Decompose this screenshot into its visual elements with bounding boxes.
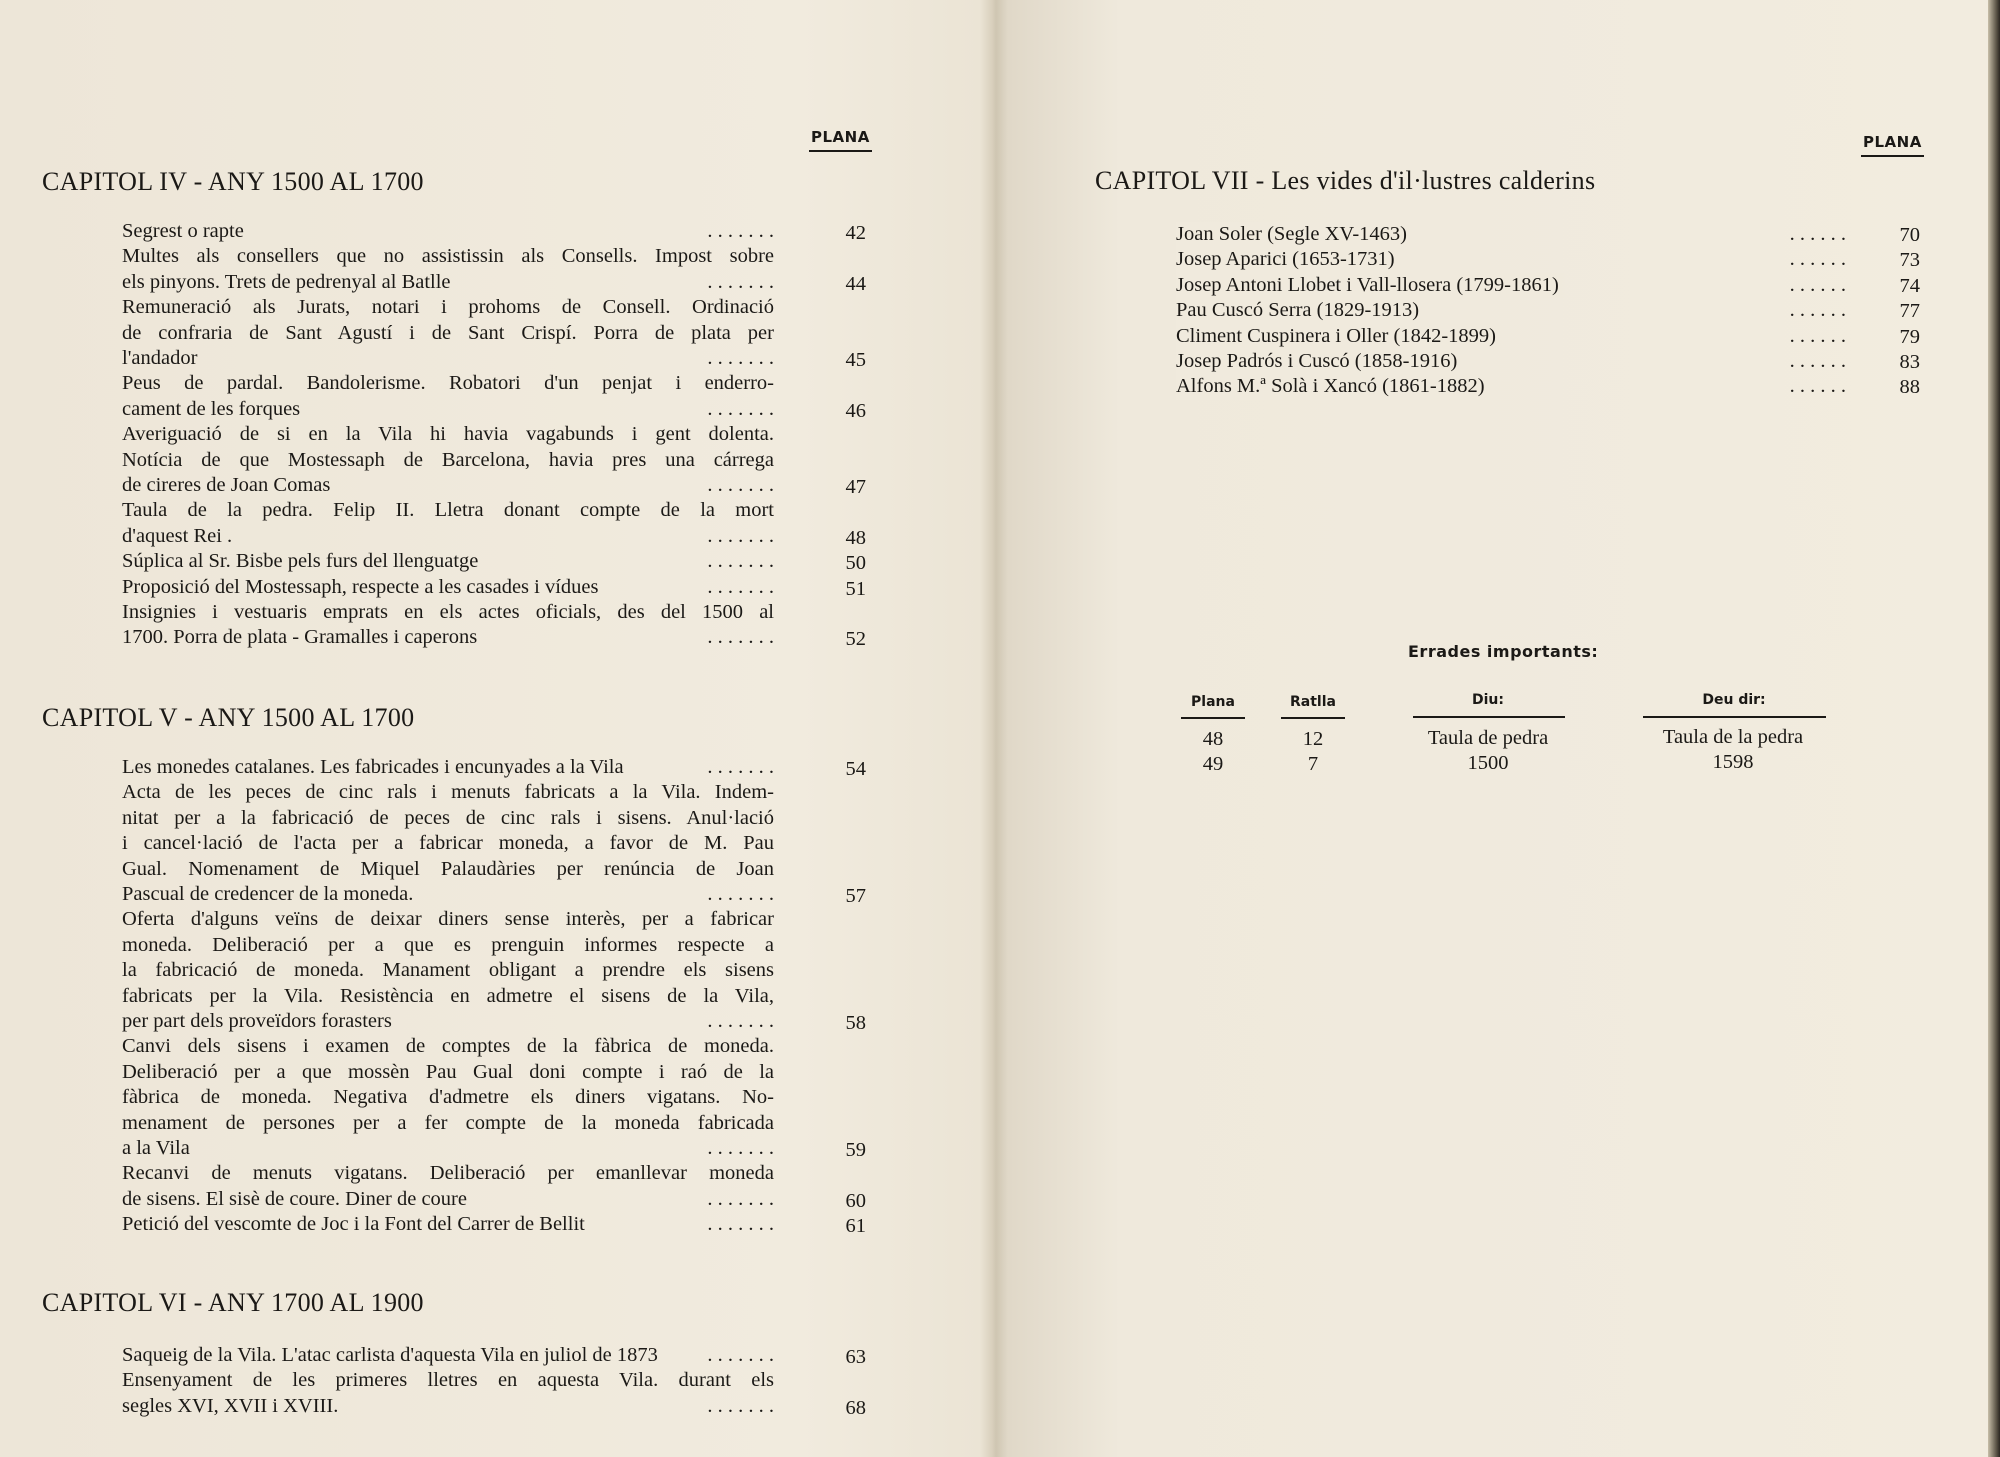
toc-entry-line: de confraria de Sant Agustí i de Sant Crispí. Porra de plata per — [122, 321, 774, 344]
toc-entry-line — [122, 625, 774, 650]
leader-dots: . . . . . . — [1789, 324, 1846, 347]
chapter-title-iv: CAPITOL IV - ANY 1500 AL 1700 — [42, 167, 424, 196]
toc-entry-line: i cancel·lació de l'acta per a fabricar moneda, a favor de M. Pau — [122, 832, 774, 855]
errata-cell: 1598 — [1712, 751, 1754, 773]
toc-entry-text: Saqueig de la Vila. L'atac carlista d'aquesta Vila en juliol de 1873 — [122, 1344, 658, 1366]
toc-entry-line: Peus de pardal. Bandolerisme. Robatori d'un penjat i enderro- — [122, 372, 774, 395]
errata-cell: 7 — [1307, 753, 1319, 775]
toc-page-number: 51 — [845, 577, 866, 600]
toc-entry — [122, 1212, 774, 1237]
leader-dots: . . . . . . — [1789, 273, 1846, 296]
toc-entry — [122, 575, 774, 600]
toc-page-number: 58 — [845, 1012, 866, 1034]
toc-entry-line — [122, 549, 774, 574]
toc-page-number: 52 — [845, 628, 866, 651]
toc-entry-line: Remuneració als Jurats, notari i prohoms de Consell. Ordinació — [122, 296, 774, 319]
leader-dots: . . . . . . . — [707, 1213, 774, 1236]
toc-entry-line — [122, 1136, 774, 1161]
plana-header-right: PLANA — [1863, 133, 1922, 151]
toc-entry-line: Ensenyament de les primeres lletres en aquesta Vila. durant els — [122, 1369, 774, 1392]
leader-dots: . . . . . . . — [707, 346, 774, 369]
toc-entry-text: Alfons M.ª Solà i Xancó (1861-1882) — [1176, 374, 1499, 399]
toc-page-number: 88 — [1899, 376, 1920, 399]
chapter-title-vi: CAPITOL VI - ANY 1700 AL 1900 — [42, 1288, 424, 1317]
leader-dots: . . . . . . . — [707, 626, 774, 649]
toc-entry — [122, 1368, 774, 1419]
toc-page-number: 54 — [845, 758, 866, 780]
toc-page-number: 44 — [845, 272, 866, 295]
toc-entry-line: Acta de les peces de cinc rals i menuts fabricats a la Vila. Indem- — [122, 781, 774, 804]
toc-entry-line — [122, 1212, 774, 1237]
toc-page-number: 45 — [845, 349, 866, 371]
toc-entry-line — [122, 346, 774, 371]
toc-entry-line — [122, 1343, 774, 1368]
toc-page-number: 46 — [845, 399, 866, 422]
toc-page-number: 61 — [845, 1215, 866, 1238]
toc-entry — [122, 422, 774, 498]
toc-entry-text: Climent Cuspinera i Oller (1842-1899) — [1176, 324, 1510, 349]
toc-page-number: 68 — [845, 1396, 866, 1419]
errata-header-plana: Plana — [1191, 694, 1235, 710]
toc-entry-line — [122, 1187, 774, 1212]
toc-page-number: 77 — [1899, 300, 1920, 323]
toc-entry-line: Gual. Nomenament de Miquel Palaudàries per renúncia de Joan — [122, 857, 774, 880]
errata-rule — [1281, 717, 1345, 719]
toc-entry — [122, 549, 774, 574]
toc-entry-text: d'aquest Rei . — [122, 524, 233, 547]
toc-entry — [122, 907, 774, 1034]
errata-cell: 1500 — [1467, 752, 1509, 774]
toc-entry-text: els pinyons. Trets de pedrenyal al Batlle — [122, 270, 451, 293]
toc-entry — [122, 371, 774, 422]
toc-entry-line: Notícia de que Mostessaph de Barcelona, havia pres una cárrega — [122, 448, 774, 471]
leader-dots: . . . . . . — [1789, 350, 1846, 372]
toc-entry — [122, 244, 774, 295]
errata-cell: 12 — [1302, 728, 1324, 750]
toc-entry-text: a la Vila — [122, 1136, 190, 1159]
toc-entry-line: Deliberació per a que mossèn Pau Gual doni compte i raó de la — [122, 1060, 774, 1083]
toc-page-number: 42 — [845, 222, 866, 244]
toc-entry-line: Averiguació de si en la Vila hi havia vagabunds i gent dolenta. — [122, 423, 774, 446]
toc-entry-line: menament de persones per a fer compte de la moneda fabricada — [122, 1111, 774, 1134]
toc-page-number: 79 — [1899, 325, 1920, 348]
toc-entry-line — [122, 397, 774, 422]
leader-dots: . . . . . . . — [707, 270, 774, 293]
toc-entry-line — [122, 755, 774, 780]
toc-entry — [122, 780, 774, 907]
toc-entry-text: Segrest o rapte — [122, 220, 244, 242]
plana-header-left: PLANA — [811, 128, 870, 146]
toc-entry-text: Petició del vescomte de Joc i la Font del Carrer de Bellit — [122, 1213, 585, 1236]
errata-cell: Taula de la pedra — [1662, 726, 1804, 748]
leader-dots: . . . . . . . — [707, 756, 774, 778]
toc-entry-line: Taula de la pedra. Felip II. Lletra donant compte de la mort — [122, 499, 774, 522]
toc-entry-line: Oferta d'alguns veïns de deixar diners sense interès, per a fabricar — [122, 908, 774, 931]
toc-entry-text: Pau Cuscó Serra (1829-1913) — [1176, 298, 1433, 323]
errata-header-deu-dir: Deu dir: — [1702, 692, 1766, 708]
leader-dots: . . . . . . . — [707, 397, 774, 420]
toc-entry — [122, 295, 774, 371]
toc-page-number: 63 — [845, 1346, 866, 1368]
page-edge — [1988, 0, 2000, 1457]
toc-entry — [122, 600, 774, 651]
toc-page-number: 83 — [1899, 351, 1920, 373]
toc-entry-text: Josep Aparici (1653-1731) — [1176, 247, 1409, 272]
toc-entry-line — [122, 219, 774, 244]
toc-entry-line — [122, 473, 774, 498]
errata-title: Errades importants: — [1408, 642, 1599, 661]
toc-entry-line: la fabricació de moneda. Manament obligant a prendre els sisens — [122, 959, 774, 982]
toc-entry-line: moneda. Deliberació per a que es prenguin informes respecte a — [122, 933, 774, 956]
leader-dots: . . . . . . . — [707, 550, 774, 573]
leader-dots: . . . . . . . — [707, 575, 774, 598]
toc-entry-line — [122, 1009, 774, 1034]
toc-entry-text: Joan Soler (Segle XV-1463) — [1176, 222, 1421, 247]
toc-page-number: 73 — [1899, 249, 1920, 272]
toc-entry — [122, 1034, 774, 1161]
leader-dots: . . . . . . . — [707, 1344, 774, 1366]
toc-entry-line — [122, 575, 774, 600]
toc-entry-line — [122, 524, 774, 549]
toc-entry-text: de cireres de Joan Comas — [122, 473, 331, 496]
toc-entry-line: fabricats per la Vila. Resistència en admetre el sisens de la Vila, — [122, 984, 774, 1007]
toc-entry-line: Canvi dels sisens i examen de comptes de la fàbrica de moneda. — [122, 1035, 774, 1058]
toc-entry-line — [122, 1394, 774, 1419]
chapter-title-vii: CAPITOL VII - Les vides d'il·lustres calderins — [1095, 166, 1596, 195]
toc-entry-line: nitat per a la fabricació de peces de cinc rals i sisens. Anul·lació — [122, 806, 774, 829]
toc-entry-text: Proposició del Mostessaph, respecte a les casades i vídues — [122, 575, 599, 598]
toc-entry-line: Recanvi de menuts vigatans. Deliberació per emanllevar moneda — [122, 1162, 774, 1185]
errata-header-diu: Diu: — [1472, 692, 1504, 708]
toc-entry — [122, 755, 774, 780]
errata-cell: 48 — [1202, 728, 1224, 750]
errata-header-ratlla: Ratlla — [1290, 694, 1336, 710]
toc-entry-text: Josep Padrós i Cuscó (1858-1916) — [1176, 349, 1471, 374]
toc-entry — [122, 1343, 774, 1368]
leader-dots: . . . . . . — [1789, 248, 1846, 271]
toc-entry-text: Pascual de credencer de la moneda. — [122, 882, 414, 905]
leader-dots: . . . . . . — [1789, 299, 1846, 322]
leader-dots: . . . . . . . — [707, 882, 774, 905]
toc-page-number: 47 — [845, 476, 866, 498]
toc-entry-text: per part dels proveïdors forasters — [122, 1009, 392, 1032]
toc-page-number: 59 — [845, 1139, 866, 1161]
toc-entry-line: fàbrica de moneda. Negativa d'admetre els diners vigatans. No- — [122, 1086, 774, 1109]
toc-entry-line — [122, 270, 774, 295]
toc-page-number: 70 — [1899, 224, 1920, 246]
toc-entry-text: Les monedes catalanes. Les fabricades i encunyades a la Vila — [122, 756, 624, 778]
toc-entry-text: 1700. Porra de plata - Gramalles i caperons — [122, 626, 478, 649]
toc-entry-line: Insignies i vestuaris emprats en els actes oficials, des del 1500 al — [122, 601, 774, 623]
toc-entry-text: de sisens. El sisè de coure. Diner de coure — [122, 1187, 467, 1210]
leader-dots: . . . . . . . — [707, 1136, 774, 1159]
toc-page-number: 57 — [845, 885, 866, 907]
errata-rule — [1413, 716, 1565, 718]
leader-dots: . . . . . . . — [707, 524, 774, 547]
leader-dots: . . . . . . — [1789, 375, 1846, 398]
errata-cell: 49 — [1202, 753, 1224, 775]
toc-page-number: 74 — [1899, 274, 1920, 297]
toc-page-number: 48 — [845, 526, 866, 549]
toc-entry-text: l'andador — [122, 346, 198, 369]
toc-entry-text: Súplica al Sr. Bisbe pels furs del llenguatge — [122, 550, 479, 573]
leader-dots: . . . . . . . — [707, 473, 774, 496]
errata-rule — [1643, 716, 1826, 718]
toc-entry-line — [122, 882, 774, 907]
toc-entry-line: Multes als consellers que no assistissin als Consells. Impost sobre — [122, 245, 774, 268]
toc-page-number: 60 — [845, 1189, 866, 1212]
toc-entry-text: Josep Antoni Llobet i Vall-llosera (1799-1861) — [1176, 273, 1573, 298]
errata-cell: Taula de pedra — [1427, 727, 1549, 749]
toc-entry — [122, 498, 774, 549]
toc-page-number: 50 — [845, 552, 866, 575]
leader-dots: . . . . . . . — [707, 1009, 774, 1032]
chapter-title-v: CAPITOL V - ANY 1500 AL 1700 — [42, 703, 415, 732]
leader-dots: . . . . . . . — [707, 1187, 774, 1210]
toc-entry-text: cament de les forques — [122, 397, 301, 420]
leader-dots: . . . . . . . — [707, 1394, 774, 1417]
errata-rule — [1181, 717, 1245, 719]
toc-entry-text: segles XVI, XVII i XVIII. — [122, 1394, 339, 1417]
toc-entry — [122, 1161, 774, 1212]
leader-dots: . . . . . . . — [707, 220, 774, 242]
toc-entry — [122, 219, 774, 244]
leader-dots: . . . . . . — [1789, 223, 1846, 245]
